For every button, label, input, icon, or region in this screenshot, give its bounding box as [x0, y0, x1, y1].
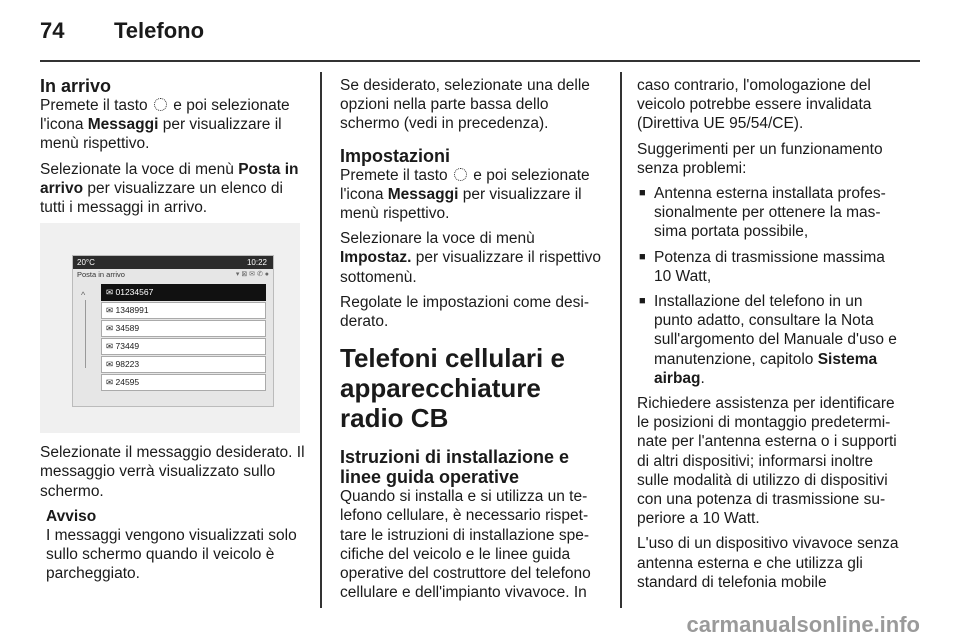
infotainment-screen — [72, 255, 274, 407]
envelope-icon: ✉ — [106, 287, 116, 298]
note-box — [46, 507, 305, 584]
column-3 — [637, 76, 905, 598]
list-item: ✉ 34589 — [101, 320, 266, 337]
paragraph: Quando si installa e si utilizza un te- lefono cellulare, è necessario rispet- tare le istruzioni di installazione spe- cifiche del veicolo e le linee guida operative del costruttore del telefono cellulare e dell'impianto vivavoce. In — [340, 488, 591, 602]
clock: 10:22 — [246, 258, 267, 268]
note-title: Avviso — [46, 507, 97, 525]
list-item: ✉ 1348991 — [101, 302, 266, 319]
scrollbar — [81, 286, 91, 386]
section-heading-impostazioni: Impostazioni — [340, 145, 451, 166]
paragraph: Premete il tasto e poi selezionate l'icona Messaggi per visualizzare il menù rispettivo. — [40, 97, 290, 153]
paragraph: Se desiderato, selezionate una delle opzioni nella parte bassa dello schermo (vedi in precedenza). — [340, 77, 590, 133]
list-item: ■ Antenna esterna installata profes- sionalmente per ottenere la mas- sima portata possibile, — [637, 184, 905, 242]
paragraph: Richiedere assistenza per identificare le posizioni di montaggio predetermi- nate per l'antenna esterna o i supporti di altri dispositivi; informarsi inoltre sulle modalità di utilizzo di dispositivi con una potenza di trasmissione su- periore a 10 Watt. — [637, 395, 897, 528]
tips-list — [637, 184, 905, 388]
envelope-icon: ✉ — [106, 323, 116, 334]
chevron-up-icon: ^ — [81, 290, 86, 301]
paragraph: caso contrario, l'omologazione del veicolo potrebbe essere invalidata (Direttiva UE 95/54/CE). — [637, 77, 872, 133]
paragraph: Selezionate il messaggio desiderato. Il messaggio verrà visualizzato sullo schermo. — [40, 444, 305, 500]
envelope-icon: ✉ — [106, 341, 116, 352]
column-1 — [40, 76, 305, 584]
home-icon — [154, 98, 167, 111]
section-heading-in-arrivo: In arrivo — [40, 76, 112, 96]
column-divider — [620, 72, 622, 608]
envelope-icon: ✉ — [106, 305, 116, 316]
chapter-heading: Telefoni cellulari e apparecchiature radio CB — [340, 343, 565, 434]
status-icons: ▾ ⊠ ✉ ✆ ● — [235, 271, 269, 279]
list-item: ✉ 24595 — [101, 374, 266, 391]
list-item: ✉ 98223 — [101, 356, 266, 373]
page-header — [40, 18, 204, 44]
list-item: ✉ 73449 — [101, 338, 266, 355]
list-item: ■ Installazione del telefono in un punto adatto, consultare la Nota sull'argomento del Manuale d'uso e manutenzione, capitolo Sistema airbag. — [637, 292, 905, 388]
message-list — [101, 284, 266, 392]
watermark: carmanualsonline.info — [686, 612, 920, 637]
header-rule — [40, 60, 920, 62]
paragraph: Selezionate la voce di menù Posta in arrivo per visualizzare un elenco di tutti i messaggi in arrivo. — [40, 160, 299, 217]
paragraph: Regolate le impostazioni come desi- derato. — [340, 293, 589, 331]
section-heading-istruzioni: Istruzioni di installazione e linee guida operative — [340, 447, 570, 488]
envelope-icon: ✉ — [106, 377, 116, 388]
chapter-title: Telefono — [114, 18, 205, 43]
envelope-icon: ✉ — [106, 359, 116, 370]
list-item: ✉ 01234567 — [101, 284, 266, 301]
screen-title: Posta in arrivo ▾ ⊠ ✉ ✆ ● — [77, 270, 269, 280]
status-bar — [73, 256, 273, 269]
page-number: 74 — [40, 18, 65, 43]
temperature: 20°C — [77, 258, 95, 268]
column-divider — [320, 72, 322, 608]
inbox-screenshot — [40, 223, 300, 433]
paragraph: Selezionare la voce di menù Impostaz. per visualizzare il rispettivo sottomenù. — [340, 230, 601, 286]
paragraph: Premete il tasto e poi selezionate l'icona Messaggi per visualizzare il menù rispettivo. — [340, 166, 590, 223]
paragraph: L'uso di un dispositivo vivavoce senza antenna esterna e che utilizza gli standard di telefonia mobile — [637, 535, 899, 591]
home-icon — [454, 168, 467, 181]
column-2 — [340, 76, 605, 608]
list-item: ■ Potenza di trasmissione massima 10 Watt, — [637, 248, 905, 286]
paragraph: Suggerimenti per un funzionamento senza problemi: — [637, 140, 883, 177]
note-text: I messaggi vengono visualizzati solo sullo schermo quando il veicolo è parcheggiato. — [46, 527, 297, 583]
